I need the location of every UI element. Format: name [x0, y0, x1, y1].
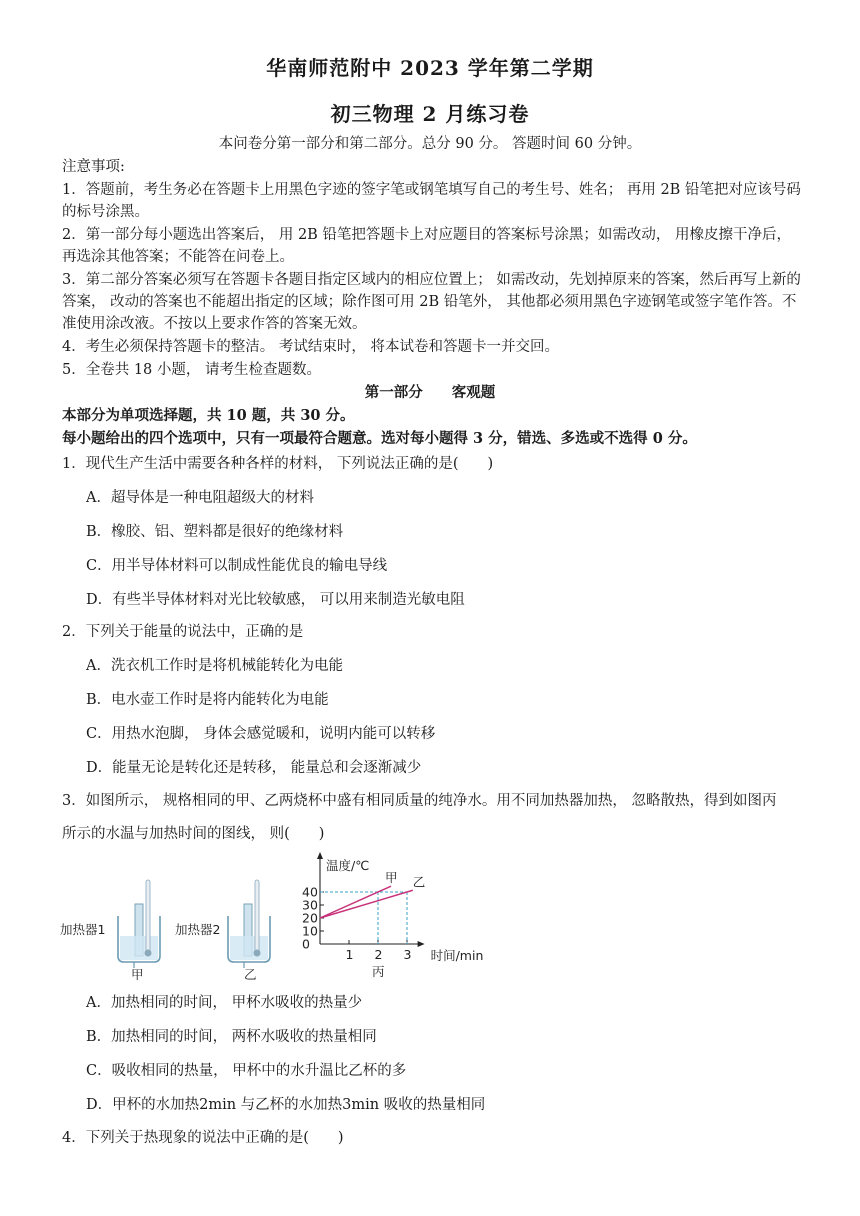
question-2-option-b: B．电水壶工作时是将内能转化为电能 [86, 692, 329, 708]
temperature-time-chart [302, 852, 483, 979]
series-label-jia: 甲 [385, 870, 398, 886]
x-tick-label: 3 [403, 947, 412, 962]
series-lines [320, 870, 425, 944]
question-1-stem: 1．现代生产生活中需要各种各样的材料， 下列说法正确的是( ) [62, 456, 494, 472]
beaker-yi [175, 880, 270, 982]
question-3-option-c: C．吸收相同的热量， 甲杯中的水升温比乙杯的多 [86, 1063, 407, 1079]
x-axis-arrow [418, 941, 425, 947]
notes-heading: 注意事项: [62, 159, 125, 175]
series-label-yi: 乙 [412, 874, 426, 890]
heating-figure-svg [58, 852, 488, 982]
y-tick-label: 0 [302, 936, 310, 952]
thermometer-jia-bulb [145, 950, 152, 957]
question-1-option-d: D．有些半导体材料对光比较敏感， 可以用来制造光敏电阻 [86, 592, 465, 608]
thermometer-yi-bulb [254, 950, 261, 957]
question-3-option-a: A．加热相同的时间， 甲杯水吸收的热量少 [86, 995, 363, 1011]
graph-caption: 丙 [372, 964, 385, 979]
question-1-option-b: B．橡胶、铝、塑料都是很好的绝缘材料 [86, 524, 344, 540]
y-axis-arrow [317, 852, 323, 859]
beaker-jia-caption: 甲 [131, 967, 144, 982]
y-tick-label: 20 [302, 910, 318, 926]
question-3-figure [58, 852, 488, 982]
thermometer-yi [255, 880, 259, 952]
part1-heading: 第一部分 客观题 [364, 384, 496, 401]
y-tick-label: 30 [302, 897, 318, 913]
question-3-option-b: B．加热相同的时间， 两杯水吸收的热量相同 [86, 1029, 377, 1045]
note-item-4: 4．考生必须保持答题卡的整洁。 考试结束时， 将本试卷和答题卡一并交回。 [62, 339, 559, 355]
beaker-yi-water [230, 936, 268, 960]
question-2-option-a: A．洗衣机工作时是将机械能转化为电能 [86, 658, 343, 674]
x-axis-label: 时间/min [430, 948, 484, 963]
question-1-option-c: C．用半导体材料可以制成性能优良的输电导线 [86, 558, 388, 574]
y-tick-label: 10 [302, 923, 318, 939]
exam-intro: 本问卷分第一部分和第二部分。总分 90 分。 答题时间 60 分钟。 [218, 136, 642, 152]
series-line-yi [320, 890, 413, 918]
exam-subtitle: 初三物理 2 月练习卷 [330, 102, 530, 126]
question-2-option-c: C．用热水泡脚， 身体会感觉暖和，说明内能可以转移 [86, 726, 436, 742]
y-axis-label: 温度/℃ [326, 858, 370, 873]
part1-instruction-1: 本部分为单项选择题，共 10 题，共 30 分。 [62, 407, 355, 424]
x-tick-label: 2 [374, 947, 383, 962]
question-3-stem-line2: 所示的水温与加热时间的图线， 则( ) [62, 826, 325, 842]
note-item-2: 2．第一部分每小题选出答案后， 用 2B 铅笔把答题卡上对应题目的答案标号涂黑；如需改动， 用橡皮擦干净后，再选涂其他答案；不能答在问卷上。 [62, 227, 792, 265]
beaker-jia-water [120, 936, 158, 960]
question-1-option-a: A．超导体是一种电阻超级大的材料 [86, 490, 314, 506]
beaker-jia [60, 880, 160, 982]
series-line-jia [320, 886, 391, 918]
note-item-5: 5．全卷共 18 小题， 请考生检查题数。 [62, 362, 322, 378]
beaker-yi-caption: 乙 [244, 967, 257, 982]
y-tick-label: 40 [302, 884, 318, 900]
question-3-option-d: D．甲杯的水加热2min 与乙杯的水加热3min 吸收的热量相同 [86, 1097, 486, 1113]
x-tick-label: 1 [345, 947, 354, 962]
heater-2-label: 加热器2 [175, 922, 221, 937]
thermometer-jia [146, 880, 150, 952]
note-item-1: 1．答题前，考生务必在答题卡上用黑色字迹的签字笔或钢笔填写自己的考生号、姓名； 再用 2B 铅笔把对应该号码的标号涂黑。 [62, 182, 801, 220]
question-4-stem: 4．下列关于热现象的说法中正确的是( ) [62, 1130, 344, 1146]
question-2-stem: 2．下列关于能量的说法中，正确的是 [62, 624, 304, 640]
question-2-option-d: D．能量无论是转化还是转移， 能量总和会逐渐减少 [86, 760, 422, 776]
heater-1-label: 加热器1 [60, 922, 106, 937]
exam-title: 华南师范附中 2023 学年第二学期 [266, 56, 594, 80]
question-3-stem-line1: 3．如图所示， 规格相同的甲、乙两烧杯中盛有相同质量的纯净水。用不同加热器加热， 忽略散热，得到如图丙 [62, 793, 777, 809]
note-item-3: 3．第二部分答案必须写在答题卡各题目指定区域内的相应位置上； 如需改动，先划掉原来的答案，然后再写上新的答案， 改动的答案也不能超出指定的区域；除作图可用 2B 铅笔外， 其他都必须用黑色字迹钢笔或签字笔作答。不准使用涂改液。不按以上要求作答的答案无效。 [62, 272, 801, 332]
part1-instruction-2: 每小题给出的四个选项中，只有一项最符合题意。选对每小题得 3 分，错选、多选或不选得 0 分。 [62, 430, 697, 447]
